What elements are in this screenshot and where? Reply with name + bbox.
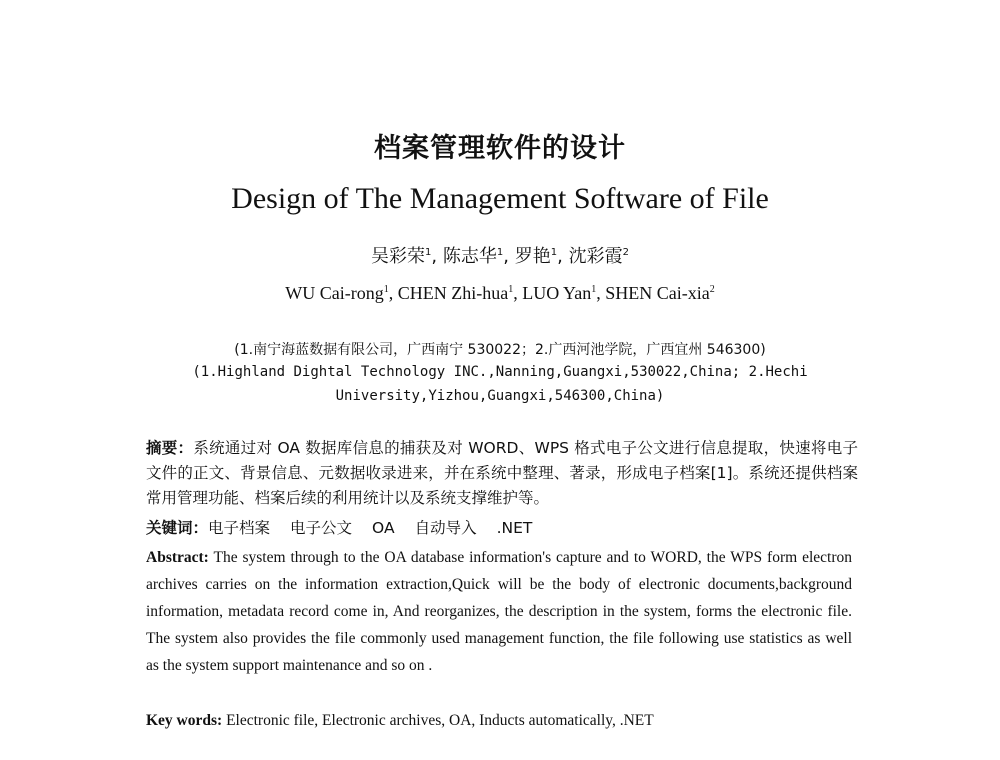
abstract-english-text: The system through to the OA database information's capture and to WORD, the WPS form electron archives carries on the information extraction,Quick will be the body of electronic documents,background information, metadata record come in, And reorganizes, the description in the system, forms the electronic file. The system also provides the file commonly used management function, the file following use statistics as well as the system support maintenance and so on . (146, 549, 852, 674)
keywords-chinese (146, 516, 858, 541)
keywords-english-text: Electronic file, Electronic archives, OA, Inducts automatically, .NET (226, 712, 654, 729)
author-cn-2: 陈志华$^1$, (442, 246, 509, 267)
keyword-cn: .NET (496, 519, 533, 537)
keyword-cn: 自动导入 (414, 519, 477, 537)
keywords-english-label: Key words: (146, 712, 223, 729)
abstract-english (146, 544, 852, 679)
author-en-1: WU Cai-rong$^1$, (285, 283, 398, 303)
keywords-english (146, 707, 858, 734)
abstract-chinese-text: 系统通过对 OA 数据库信息的捕获及对 WORD、WPS 格式电子公文进行信息提取，快速将电子文件的正文、背景信息、元数据收录进来，并在系统中整理、著录，形成电子档案[1]。系统还提供档案常用管理功能、档案后续的利用统计以及系统支撑维护等。 (146, 439, 858, 507)
abstract-chinese (146, 436, 858, 511)
author-cn-1: 吴彩荣$^1$, (371, 246, 438, 267)
affiliation-english-line1: (1.Highland Dightal Technology INC.,Nanning,Guangxi,530022,China; 2.Hechi (192, 364, 808, 380)
keyword-cn: 电子公文 (290, 519, 353, 537)
author-cn-3: 罗艳$^1$, (514, 246, 563, 267)
author-en-3: LUO Yan$^1$, (522, 283, 606, 303)
author-en-2: CHEN Zhi-hua$^1$, (397, 283, 523, 303)
title-english: Design of The Management Software of File (231, 182, 769, 215)
title-chinese: 档案管理软件的设计 (374, 133, 626, 164)
authors-english (0, 283, 1000, 304)
authors-chinese (0, 242, 1000, 268)
author-en-4: SHEN Cai-xia$^2$ (605, 283, 715, 303)
affiliation-english-line2: University,Yizhou,Guangxi,546300,China) (335, 388, 665, 404)
abstract-english-label: Abstract: (146, 549, 209, 566)
affiliation-chinese: (1.南宁海蓝数据有限公司，广西南宁 530022；2.广西河池学院，广西宜州 546300) (234, 342, 766, 358)
author-cn-4: 沈彩霞$^2$ (568, 246, 629, 267)
keywords-chinese-label: 关键词： (146, 519, 209, 537)
abstract-chinese-label: 摘要： (146, 439, 194, 457)
keyword-cn: OA (372, 519, 395, 537)
keyword-cn: 电子档案 (208, 519, 271, 537)
